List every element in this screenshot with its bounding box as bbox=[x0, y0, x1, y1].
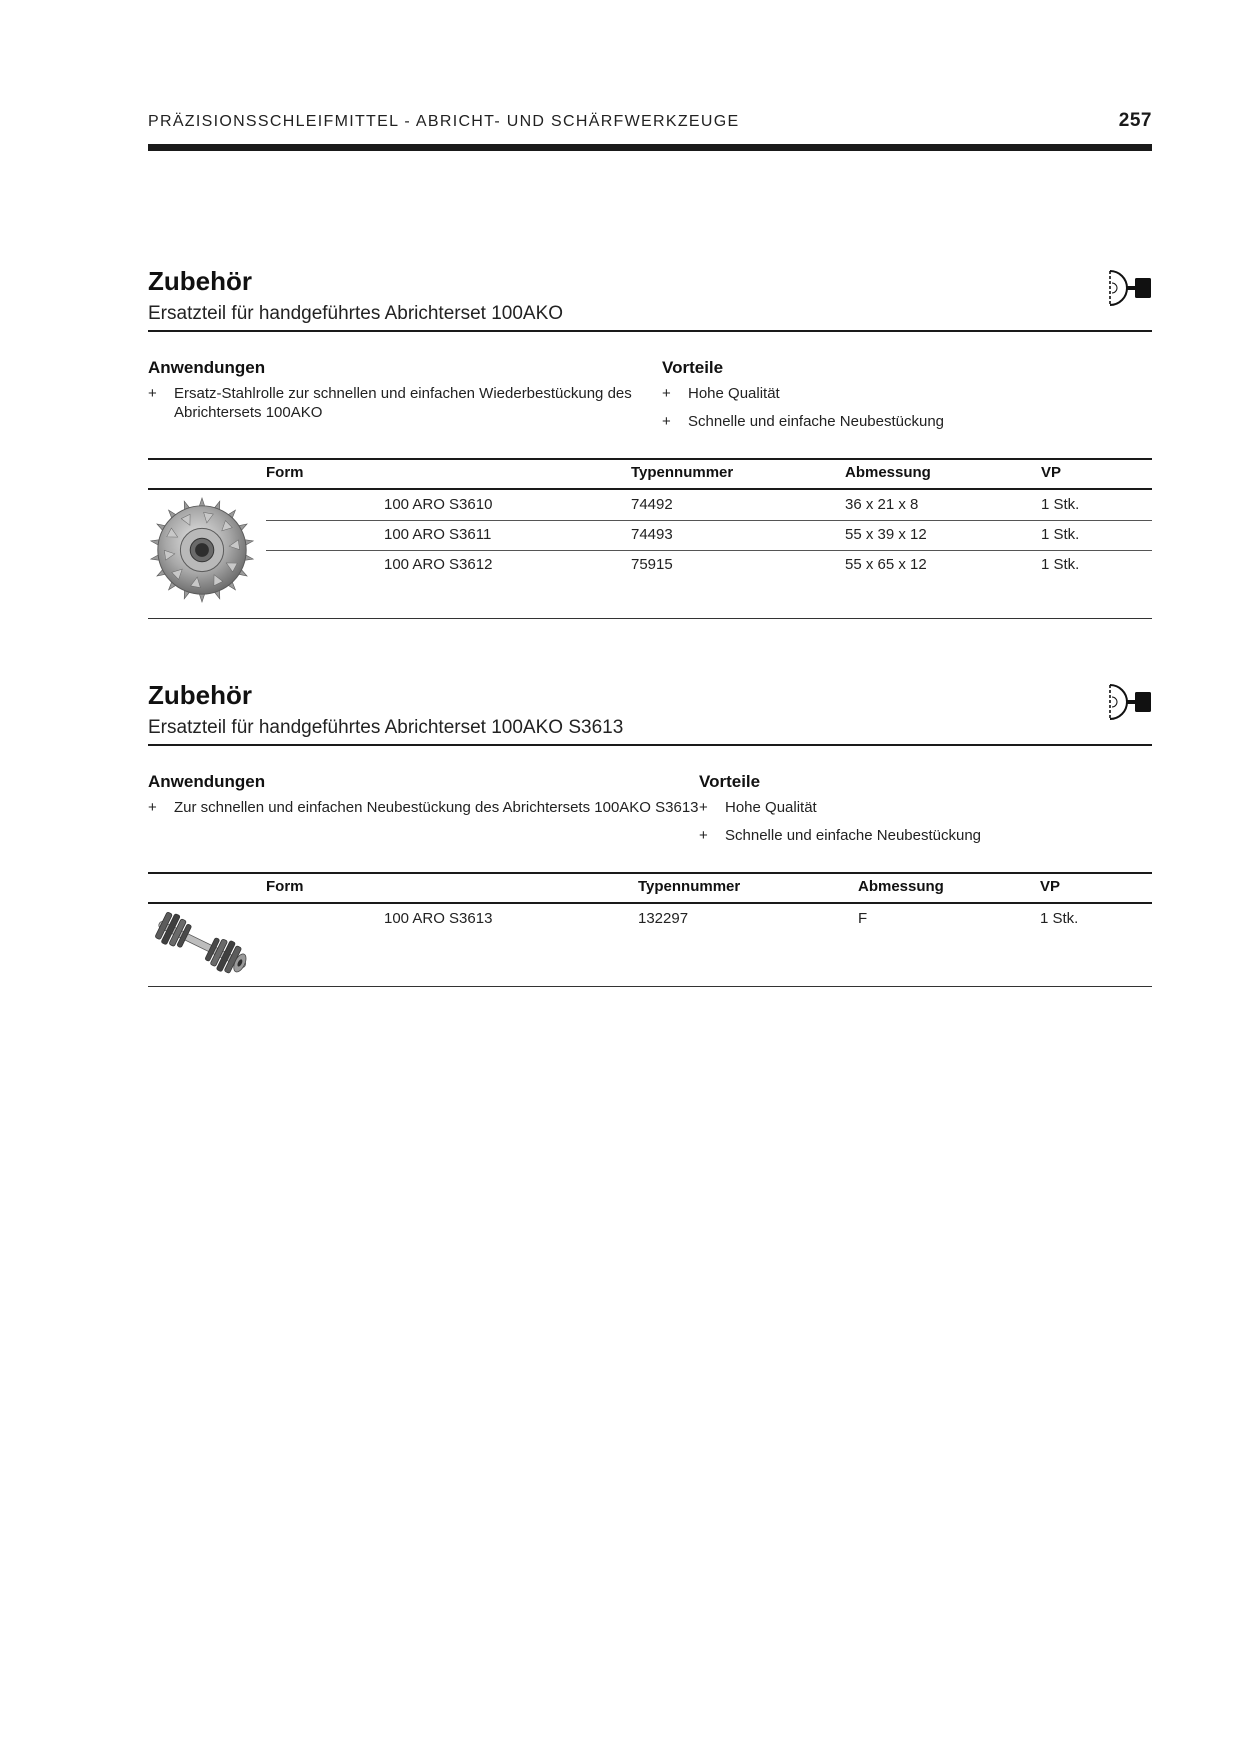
dressing-tool-icon bbox=[1106, 682, 1152, 722]
cell-vp: 1 Stk. bbox=[1040, 910, 1079, 927]
page-header bbox=[148, 110, 1152, 134]
table-bottom-rule bbox=[148, 618, 1152, 619]
cell-vp: 1 Stk. bbox=[1041, 496, 1080, 513]
cell-type-number: 74493 bbox=[631, 526, 673, 543]
list-item bbox=[699, 826, 1149, 845]
cell-dimension: 55 x 39 x 12 bbox=[845, 526, 927, 543]
cell-vp: 1 Stk. bbox=[1041, 526, 1080, 543]
cell-form: 100 ARO S3611 bbox=[384, 526, 492, 543]
section-rule bbox=[148, 330, 1152, 332]
section-title: Zubehör bbox=[148, 680, 252, 710]
advantages-column bbox=[699, 772, 1149, 854]
header-rule bbox=[148, 144, 1152, 151]
cell-form: 100 ARO S3613 bbox=[384, 910, 493, 927]
column-header-dimension: Abmessung bbox=[845, 464, 931, 481]
running-title: PRÄZISIONSSCHLEIFMITTEL - ABRICHT- UND SCHÄRFWERKZEUGE bbox=[148, 113, 740, 130]
cell-type-number: 75915 bbox=[631, 556, 673, 573]
list-item-text: Schnelle und einfache Neubestückung bbox=[725, 827, 982, 844]
table-row bbox=[266, 490, 1152, 520]
list-item-text: Zur schnellen und einfachen Neubestückung des Abrichtersets 100AKO S3613 bbox=[174, 799, 699, 816]
column-header-vp: VP bbox=[1040, 878, 1061, 895]
applications-heading: Anwendungen bbox=[148, 358, 266, 377]
table-row bbox=[266, 904, 1152, 934]
list-item-text: Schnelle und einfache Neubestückung bbox=[688, 413, 945, 430]
section-subtitle: Ersatzteil für handgeführtes Abrichterset 100AKO bbox=[148, 303, 564, 324]
advantages-column bbox=[662, 358, 1142, 440]
cell-type-number: 74492 bbox=[631, 496, 673, 513]
list-item-text: Ersatz-Stahlrolle zur schnellen und einfachen Wiederbestückung des Abrichtersets 100AKO bbox=[174, 385, 632, 421]
cell-type-number: 132297 bbox=[638, 910, 689, 927]
column-header-form: Form bbox=[266, 464, 304, 481]
cell-form: 100 ARO S3612 bbox=[384, 556, 493, 573]
list-item bbox=[662, 412, 1142, 431]
list-item-text: Hohe Qualität bbox=[725, 799, 817, 816]
advantages-heading: Vorteile bbox=[662, 358, 724, 377]
plus-bullet-icon: + bbox=[148, 799, 157, 816]
column-header-vp: VP bbox=[1041, 464, 1062, 481]
applications-column bbox=[148, 358, 638, 431]
dressing-tool-icon bbox=[1106, 268, 1152, 308]
advantages-list bbox=[699, 798, 1149, 845]
list-item-text: Hohe Qualität bbox=[688, 385, 780, 402]
section-title: Zubehör bbox=[148, 266, 252, 296]
advantages-list bbox=[662, 384, 1142, 431]
table-top-rule bbox=[148, 458, 1152, 460]
plus-bullet-icon: + bbox=[662, 385, 671, 402]
plus-bullet-icon: + bbox=[699, 799, 708, 816]
advantages-heading: Vorteile bbox=[699, 772, 761, 791]
applications-heading: Anwendungen bbox=[148, 772, 266, 791]
cell-vp: 1 Stk. bbox=[1041, 556, 1080, 573]
table-top-rule bbox=[148, 872, 1152, 874]
product-table bbox=[148, 458, 1152, 628]
list-item bbox=[662, 384, 1142, 403]
roller-axle-image bbox=[148, 906, 256, 984]
section-rule bbox=[148, 744, 1152, 746]
list-item bbox=[699, 798, 1149, 817]
column-header-type-number: Typennummer bbox=[631, 464, 734, 481]
list-item bbox=[148, 384, 638, 422]
plus-bullet-icon: + bbox=[662, 413, 671, 430]
column-header-form: Form bbox=[266, 878, 304, 895]
applications-column bbox=[148, 772, 699, 826]
plus-bullet-icon: + bbox=[699, 827, 708, 844]
list-item bbox=[148, 798, 699, 817]
page-number: 257 bbox=[1118, 110, 1152, 131]
column-header-type-number: Typennummer bbox=[638, 878, 741, 895]
plus-bullet-icon: + bbox=[148, 385, 157, 402]
product-table bbox=[148, 872, 1152, 992]
applications-list bbox=[148, 384, 638, 422]
steel-roller-wheel-image bbox=[148, 496, 256, 604]
table-bottom-rule bbox=[148, 986, 1152, 987]
column-header-dimension: Abmessung bbox=[858, 878, 944, 895]
cell-dimension: 36 x 21 x 8 bbox=[845, 496, 919, 513]
section-subtitle: Ersatzteil für handgeführtes Abrichterset 100AKO S3613 bbox=[148, 717, 624, 738]
cell-dimension: F bbox=[858, 910, 868, 927]
cell-dimension: 55 x 65 x 12 bbox=[845, 556, 927, 573]
table-row bbox=[266, 550, 1152, 580]
applications-list bbox=[148, 798, 699, 817]
table-row bbox=[266, 520, 1152, 550]
cell-form: 100 ARO S3610 bbox=[384, 496, 493, 513]
